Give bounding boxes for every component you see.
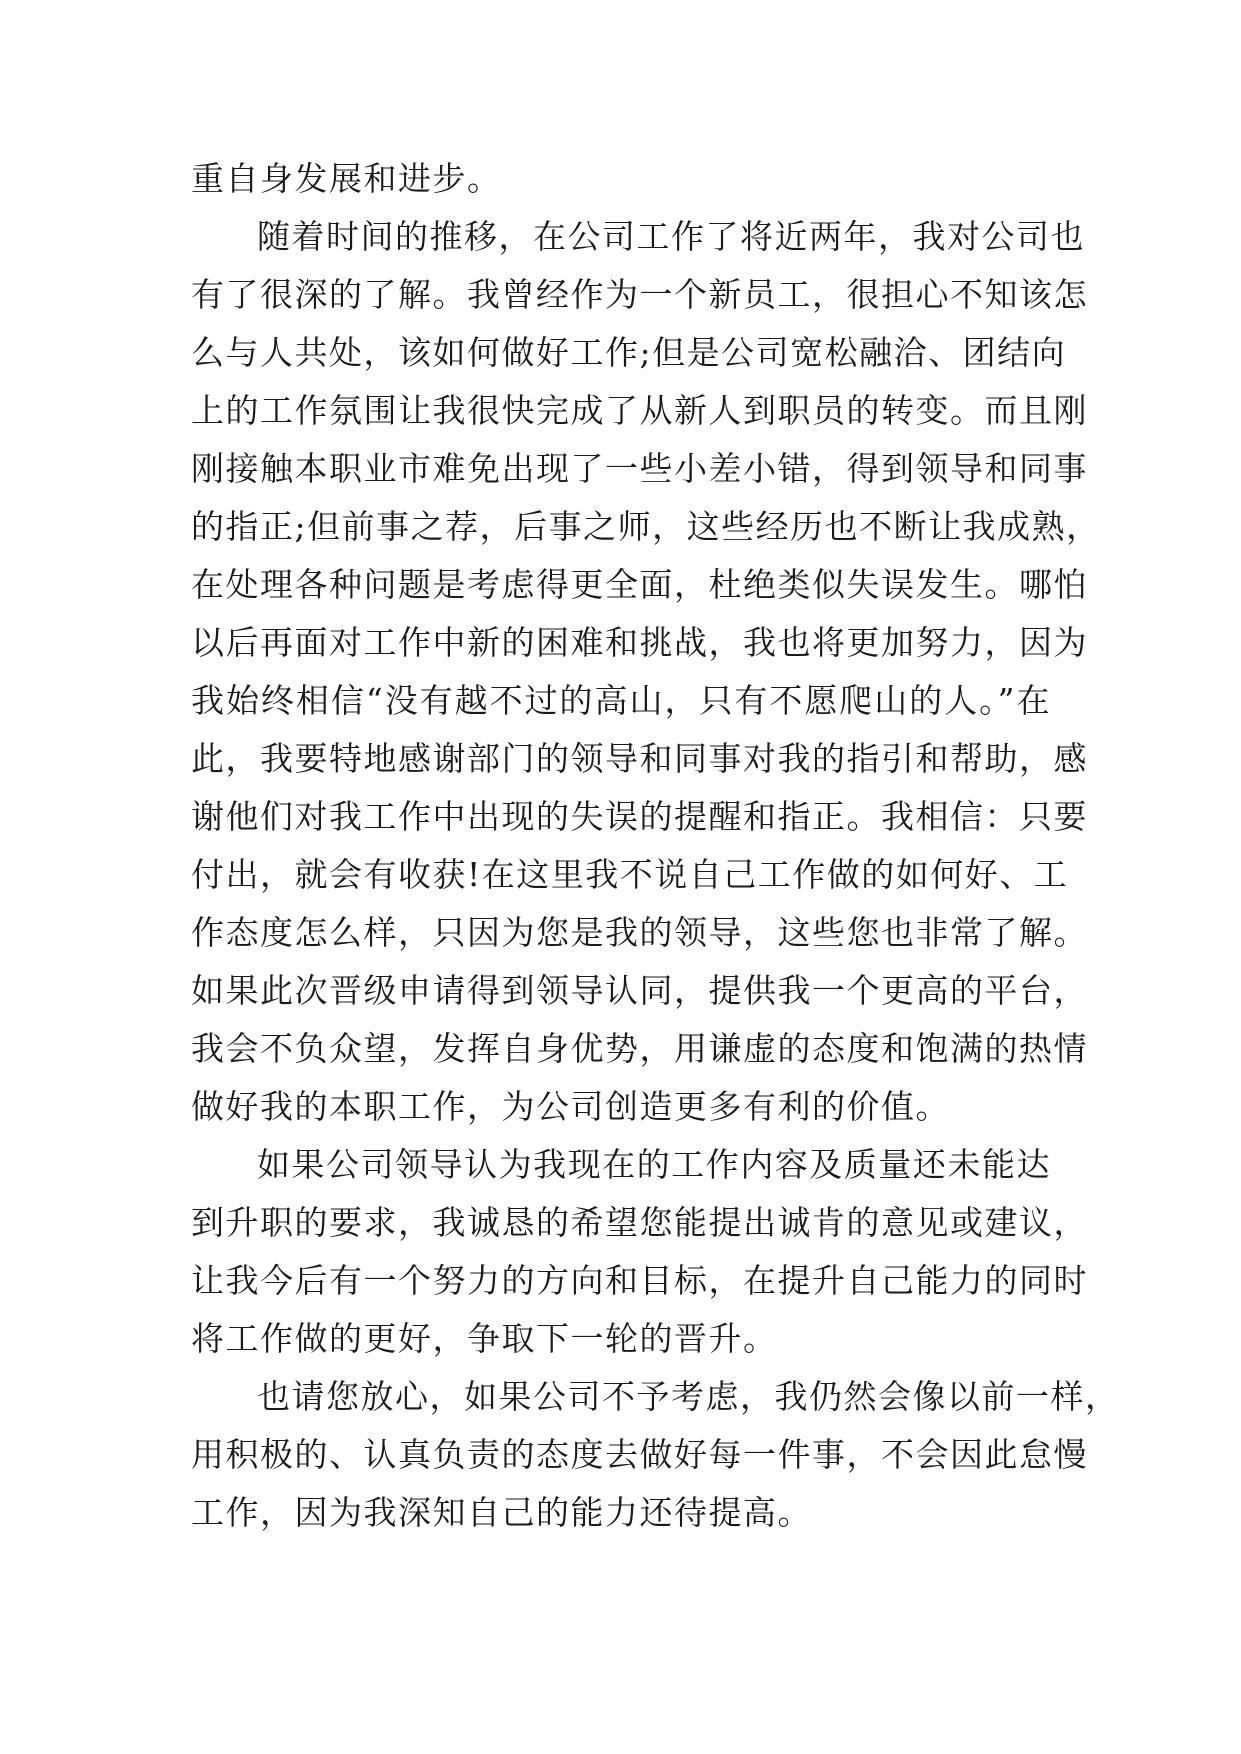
text-line: 我会不负众望，发挥自身优势，用谦虚的态度和饱满的热情 [191,1029,1088,1068]
paragraph [191,208,1101,1136]
text-line: 到升职的要求，我诚恳的希望您能提出诚肯的意见或建议， [191,1203,1088,1242]
text-line: 付出，就会有收获!在这里我不说自己工作做的如何好、工 [191,855,1069,894]
text-line: 刚接触本职业市难免出现了一些小差小错，得到领导和同事 [191,449,1088,488]
paragraph [191,1136,1088,1368]
text-line: 以后再面对工作中新的困难和挑战，我也将更加努力，因为 [191,623,1088,662]
text-line: 随着时间的推移，在公司工作了将近两年，我对公司也 [257,217,1085,256]
text-line: 也请您放心，如果公司不予考虑，我仍然会像以前一样， [257,1377,1120,1416]
text-line: 么与人共处，该如何做好工作;但是公司宽松融洽、团结向 [191,333,1067,372]
text-line: 作态度怎么样，只因为您是我的领导，这些您也非常了解。 [191,913,1088,952]
text-line: 让我今后有一个努力的方向和目标，在提升自己能力的同时 [191,1261,1088,1300]
text-line: 做好我的本职工作，为公司创造更多有利的价值。 [191,1087,950,1126]
text-line: 如果此次晋级申请得到领导认同，提供我一个更高的平台， [191,971,1088,1010]
text-line: 在处理各种问题是考虑得更全面，杜绝类似失误发生。哪怕 [191,565,1088,604]
paragraph [191,150,1051,208]
text-line: 有了很深的了解。我曾经作为一个新员工，很担心不知该怎 [191,275,1088,314]
text-line: 的指正;但前事之荐，后事之师，这些经历也不断让我成熟， [191,507,1101,546]
text-line: 重自身发展和进步。 [191,159,502,198]
text-line: 工作，因为我深知自己的能力还待提高。 [191,1493,812,1532]
text-line: 用积极的、认真负责的态度去做好每一件事，不会因此怠慢 [191,1435,1088,1474]
text-line: 将工作做的更好，争取下一轮的晋升。 [191,1319,778,1358]
text-line: 我始终相信“没有越不过的高山，只有不愿爬山的人。”在 [191,681,1051,720]
paragraph [191,1368,1120,1542]
text-line: 谢他们对我工作中出现的失误的提醒和指正。我相信：只要 [191,797,1088,836]
text-line: 如果公司领导认为我现在的工作内容及质量还未能达 [257,1145,1051,1184]
text-line: 上的工作氛围让我很快完成了从新人到职员的转变。而且刚 [191,391,1088,430]
text-line: 此，我要特地感谢部门的领导和同事对我的指引和帮助，感 [191,739,1088,778]
document-body [191,150,1120,1542]
